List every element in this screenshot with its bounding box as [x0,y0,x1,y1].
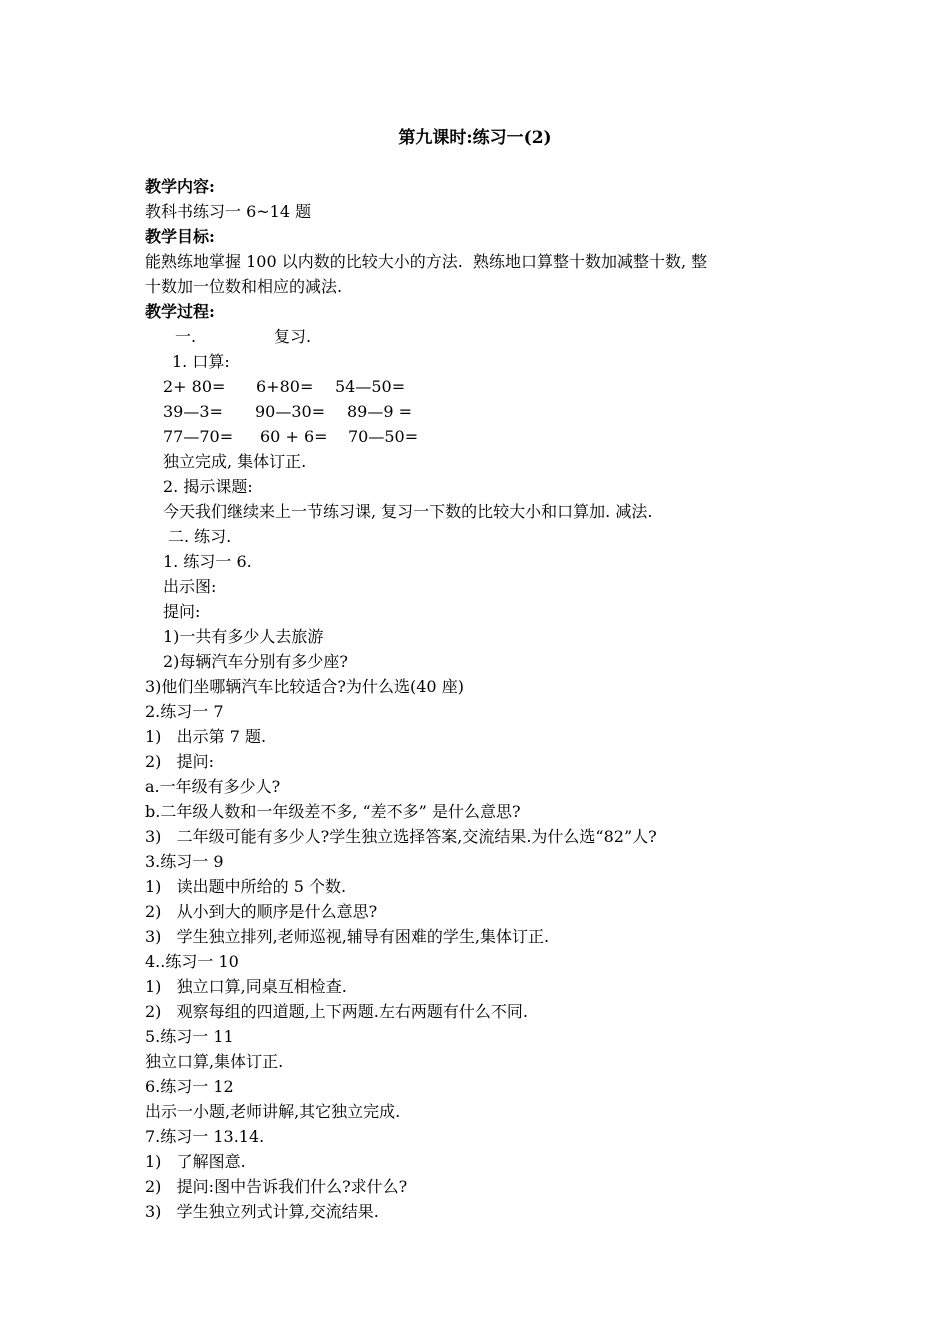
teaching-content-heading: 教学内容: [145,177,215,196]
exercise7-heading: 2.练习一 7 [145,702,224,721]
exercise9-item: 3) 学生独立排列,老师巡视,辅导有困难的学生,集体订正. [145,927,550,946]
exercise11-heading: 5.练习一 11 [145,1027,234,1046]
oral-calc-item: 2+ 80= [163,377,226,396]
teaching-goal-text-line1: 能熟练地掌握 100 以内数的比较大小的方法. 熟练地口算整十数加减整十数, 整 [145,252,708,271]
exercise6-question3: 3)他们坐哪辆汽车比较适合?为什么选(40 座) [145,677,464,696]
oral-calc-item: 77—70= [163,427,234,446]
exercise10-heading: 4..练习一 10 [145,952,239,971]
oral-calc-item: 89—9 = [347,402,413,421]
exercise6-question1: 1)一共有多少人去旅游 [163,627,324,646]
exercise7-item: 1) 出示第 7 题. [145,727,267,746]
exercise10-item: 2) 观察每组的四道题,上下两题.左右两题有什么不同. [145,1002,528,1021]
exercise13-item: 3) 学生独立列式计算,交流结果. [145,1202,379,1221]
oral-calc-item: 6+80= [256,377,314,396]
teaching-goal-heading: 教学目标: [145,227,215,246]
exercise7-item: 2) 提问: [145,752,215,771]
exercise6-show: 出示图: [163,577,217,596]
oral-calc-note: 独立完成, 集体订正. [163,452,307,471]
oral-calc-item: 54—50= [335,377,406,396]
oral-calc-heading: 1. 口算: [172,352,230,371]
exercise9-item: 1) 读出题中所给的 5 个数. [145,877,347,896]
exercise13-item: 1) 了解图意. [145,1152,246,1171]
exercise13-item: 2) 提问:图中告诉我们什么?求什么? [145,1177,408,1196]
oral-calc-item: 70—50= [348,427,419,446]
exercise12-heading: 6.练习一 12 [145,1077,234,1096]
exercise7-item: 3) 二年级可能有多少人?学生独立选择答案,交流结果.为什么选“82”人? [145,827,657,846]
exercise7-item: a.一年级有多少人? [145,777,281,796]
exercise6-question2: 2)每辆汽车分别有多少座? [163,652,349,671]
teaching-content-text: 教科书练习一 6~14 题 [145,202,312,221]
part2-heading: 二. 练习. [168,527,232,546]
exercise9-heading: 3.练习一 9 [145,852,224,871]
exercise7-item: b.二年级人数和一年级差不多, “差不多” 是什么意思? [145,802,521,821]
exercise11-item: 独立口算,集体订正. [145,1052,284,1071]
part1-title: 复习. [274,327,312,346]
exercise12-item: 出示一小题,老师讲解,其它独立完成. [145,1102,401,1121]
exercise13-heading: 7.练习一 13.14. [145,1127,265,1146]
part1-number: 一. [175,327,197,346]
page-title: 第九课时:练习一(2) [398,128,552,148]
exercise10-item: 1) 独立口算,同桌互相检查. [145,977,347,996]
oral-calc-item: 39—3= [163,402,223,421]
teaching-goal-text-line2: 十数加一位数和相应的减法. [145,277,343,296]
reveal-topic-text: 今天我们继续来上一节练习课, 复习一下数的比较大小和口算加. 减法. [163,502,653,521]
oral-calc-item: 90—30= [255,402,326,421]
reveal-topic-heading: 2. 揭示课题: [163,477,253,496]
exercise6-heading: 1. 练习一 6. [163,552,252,571]
teaching-process-heading: 教学过程: [145,302,215,321]
oral-calc-item: 60 + 6= [260,427,328,446]
exercise6-ask: 提问: [163,602,201,621]
exercise9-item: 2) 从小到大的顺序是什么意思? [145,902,378,921]
